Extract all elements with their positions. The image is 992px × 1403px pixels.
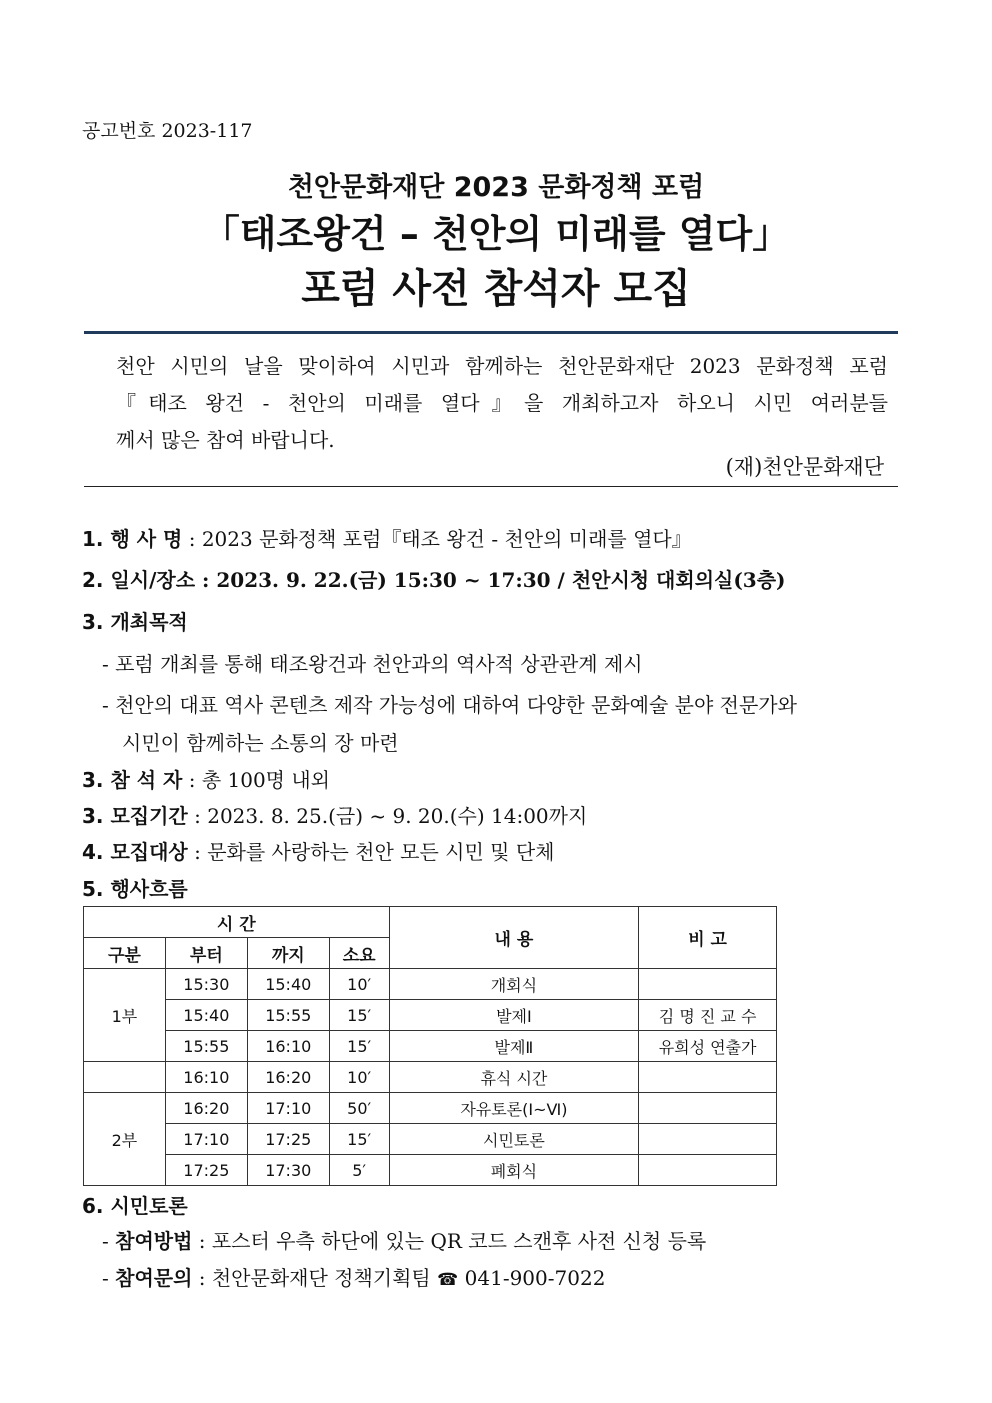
inquiry-label: 참여문의	[115, 1266, 193, 1290]
to-cell: 16:20	[247, 1062, 329, 1093]
section-header: 구분	[84, 938, 166, 969]
duration-cell: 15′	[329, 1031, 389, 1062]
attendees	[82, 764, 330, 793]
section-cell: 2부	[84, 1093, 166, 1186]
from-cell: 17:10	[165, 1124, 247, 1155]
table-row	[84, 1124, 777, 1155]
attendees-value: : 총 100명 내외	[182, 768, 330, 792]
table-row	[84, 1093, 777, 1124]
method-label: 참여방법	[115, 1229, 193, 1253]
intro-line: 천안 시민의 날을 맞이하여 시민과 함께하는 천안문화재단 2023 문화정책 포럼	[116, 354, 888, 378]
target-value: : 문화를 사랑하는 천안 모든 시민 및 단체	[187, 840, 555, 864]
from-cell: 16:20	[165, 1093, 247, 1124]
note-cell	[639, 1124, 777, 1155]
event-name	[82, 523, 692, 552]
purpose-label: 3. 개최목적	[82, 610, 188, 634]
content-cell: 발제Ⅱ	[389, 1031, 639, 1062]
from-cell: 16:10	[165, 1062, 247, 1093]
to-cell: 17:10	[247, 1093, 329, 1124]
table-row	[84, 1155, 777, 1186]
attendees-label: 3. 참 석 자	[82, 768, 183, 792]
content-cell: 시민토론	[389, 1124, 639, 1155]
target-label: 4. 모집대상	[82, 840, 188, 864]
content-cell: 휴식 시간	[389, 1062, 639, 1093]
from-header: 부터	[165, 938, 247, 969]
table-row	[84, 1062, 777, 1093]
note-cell	[639, 1062, 777, 1093]
note-cell: 김 명 진 교 수	[639, 1000, 777, 1031]
citizen-discussion-heading	[82, 1190, 188, 1219]
schedule-table	[83, 906, 777, 1186]
intro-line: 께서 많은 참여 바랍니다.	[116, 428, 335, 452]
purpose-item: - 천안의 대표 역사 콘텐츠 제작 가능성에 대하여 다양한 문화예술 분야 전문가와	[102, 693, 797, 717]
note-cell	[639, 1093, 777, 1124]
intro-paragraph	[116, 348, 888, 459]
inquiry-value: : 천안문화재단 정책기획팀	[192, 1266, 438, 1290]
content-cell: 발제Ⅰ	[389, 1000, 639, 1031]
duration-cell: 50′	[329, 1093, 389, 1124]
header-divider	[84, 331, 898, 334]
duration-cell: 10′	[329, 969, 389, 1000]
to-header: 까지	[247, 938, 329, 969]
organization-name: (재)천안문화재단	[725, 455, 884, 479]
participation-inquiry: - 참여문의 : 천안문화재단 정책기획팀 ☎ 041-900-7022	[102, 1266, 606, 1290]
recruit-target	[82, 836, 554, 865]
duration-header: 소요	[329, 938, 389, 969]
table-row	[84, 1000, 777, 1031]
intro-line: 『태조 왕건 - 천안의 미래를 열다』을 개최하고자 하오니 시민 여러분들	[116, 391, 888, 415]
to-cell: 15:55	[247, 1000, 329, 1031]
time-header: 시 간	[84, 907, 390, 938]
inquiry-phone: 041-900-7022	[458, 1266, 606, 1290]
content-cell: 자유토론(Ⅰ~Ⅵ)	[389, 1093, 639, 1124]
table-row	[84, 1031, 777, 1062]
event-name-value: : 2023 문화정책 포럼『태조 왕건 - 천안의 미래를 열다』	[182, 527, 692, 551]
duration-cell: 10′	[329, 1062, 389, 1093]
from-cell: 15:40	[165, 1000, 247, 1031]
section-cell: 1부	[84, 969, 166, 1062]
method-value: : 포스터 우측 하단에 있는 QR 코드 스캔후 사전 신청 등록	[192, 1229, 707, 1253]
to-cell: 17:30	[247, 1155, 329, 1186]
duration-cell: 15′	[329, 1000, 389, 1031]
to-cell: 17:25	[247, 1124, 329, 1155]
period-value: : 2023. 8. 25.(금) ~ 9. 20.(수) 14:00까지	[187, 804, 588, 828]
phone-icon: ☎	[437, 1270, 459, 1290]
event-name-label: 1. 행 사 명	[82, 527, 183, 551]
intro-divider	[84, 486, 898, 487]
recruit-period	[82, 800, 587, 829]
citizen-label: 6. 시민토론	[82, 1194, 188, 1218]
purpose-heading	[82, 606, 188, 635]
datetime-label: 2. 일시/장소	[82, 568, 196, 592]
period-label: 3. 모집기간	[82, 804, 188, 828]
notice-number: 공고번호 2023-117	[82, 120, 253, 142]
purpose-item: - 포럼 개최를 통해 태조왕건과 천안과의 역사적 상관관계 제시	[102, 652, 643, 676]
note-cell: 유희성 연출가	[639, 1031, 777, 1062]
duration-cell: 5′	[329, 1155, 389, 1186]
from-cell: 15:55	[165, 1031, 247, 1062]
participation-method: - 참여방법 : 포스터 우측 하단에 있는 QR 코드 스캔후 사전 신청 등록	[102, 1229, 707, 1253]
forum-title: 천안문화재단 2023 문화정책 포럼	[287, 172, 705, 203]
content-cell: 폐회식	[389, 1155, 639, 1186]
note-header: 비 고	[639, 907, 777, 969]
content-cell: 개회식	[389, 969, 639, 1000]
to-cell: 16:10	[247, 1031, 329, 1062]
note-cell	[639, 969, 777, 1000]
from-cell: 17:25	[165, 1155, 247, 1186]
purpose-item-cont: 시민이 함께하는 소통의 장 마련	[122, 731, 399, 755]
to-cell: 15:40	[247, 969, 329, 1000]
from-cell: 15:30	[165, 969, 247, 1000]
note-cell	[639, 1155, 777, 1186]
event-datetime	[82, 564, 786, 593]
recruitment-title: 포럼 사전 참석자 모집	[301, 266, 691, 312]
forum-subtitle: 「태조왕건 – 천안의 미래를 열다」	[201, 212, 791, 256]
datetime-value: : 2023. 9. 22.(금) 15:30 ~ 17:30 / 천안시청 대회의실(3층)	[195, 568, 786, 592]
event-flow-heading	[82, 873, 188, 902]
content-header: 내 용	[389, 907, 639, 969]
section-cell	[84, 1062, 166, 1093]
table-row	[84, 969, 777, 1000]
flow-label: 5. 행사흐름	[82, 877, 188, 901]
duration-cell: 15′	[329, 1124, 389, 1155]
